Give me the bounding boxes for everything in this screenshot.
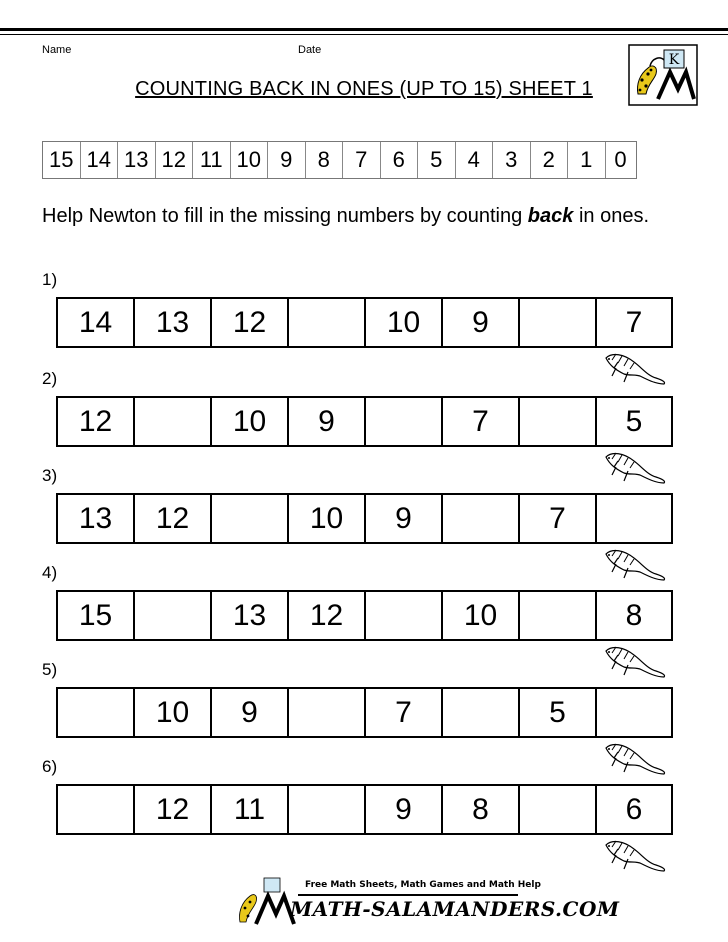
- blank-answer-cell[interactable]: [443, 495, 520, 542]
- number-cell: 7: [625, 305, 643, 339]
- number-line-cell: 15: [43, 142, 81, 178]
- number-cell: 13: [135, 299, 212, 346]
- number-cell: 7: [443, 398, 520, 445]
- number-cell: 7: [520, 495, 597, 542]
- newton-lizard-icon: [604, 449, 666, 487]
- blank-answer-cell[interactable]: [520, 786, 597, 833]
- blank-answer-cell[interactable]: [58, 689, 135, 736]
- number-cell: 10: [289, 495, 366, 542]
- number-line-cell: 14: [81, 142, 119, 178]
- number-line-cell: 6: [381, 142, 419, 178]
- number-cell: 12: [289, 592, 366, 639]
- blank-answer-cell[interactable]: [289, 299, 366, 346]
- blank-answer-cell[interactable]: [58, 786, 135, 833]
- number-line-cell: 5: [418, 142, 456, 178]
- number-line-cell: 7: [343, 142, 381, 178]
- blank-answer-cell[interactable]: [289, 689, 366, 736]
- date-label: Date: [298, 44, 322, 56]
- blank-answer-cell[interactable]: [597, 495, 671, 542]
- worksheet-title: COUNTING BACK IN ONES (UP TO 15) SHEET 1: [135, 78, 593, 100]
- number-cell: 15: [58, 592, 135, 639]
- number-line-cell: 0: [614, 147, 627, 172]
- number-line-cell: 12: [156, 142, 194, 178]
- problem-label: 3): [42, 466, 58, 485]
- number-cell: 10: [135, 689, 212, 736]
- number-cell: 12: [135, 495, 212, 542]
- problem-row: [56, 493, 673, 544]
- number-cell: 10: [366, 299, 443, 346]
- blank-answer-cell[interactable]: [520, 398, 597, 445]
- problem-row: [56, 687, 673, 738]
- number-line-cell: 4: [456, 142, 494, 178]
- logo-letter: K: [668, 52, 680, 68]
- blank-answer-cell[interactable]: [520, 592, 597, 639]
- top-rule-thin: [0, 34, 728, 35]
- blank-answer-cell[interactable]: [135, 398, 212, 445]
- footer-tagline: Free Math Sheets, Math Games and Math Help: [305, 880, 541, 890]
- problem-row: [56, 297, 673, 348]
- number-cell: 8: [443, 786, 520, 833]
- number-cell: 8: [625, 598, 643, 632]
- number-cell: 13: [212, 592, 289, 639]
- number-cell: 11: [212, 786, 289, 833]
- number-cell: 9: [443, 299, 520, 346]
- footer-rule: [298, 894, 518, 896]
- blank-answer-cell[interactable]: [366, 592, 443, 639]
- blank-answer-cell[interactable]: [366, 398, 443, 445]
- newton-lizard-icon: [604, 740, 666, 778]
- number-cell: 10: [212, 398, 289, 445]
- blank-answer-cell[interactable]: [597, 689, 671, 736]
- blank-answer-cell[interactable]: [443, 689, 520, 736]
- blank-answer-cell[interactable]: [135, 592, 212, 639]
- number-cell: 12: [58, 398, 135, 445]
- number-cell: 9: [366, 495, 443, 542]
- number-line-cell: 11: [193, 142, 231, 178]
- number-cell: 10: [443, 592, 520, 639]
- footer-salamander-logo-icon: [236, 876, 298, 926]
- instructions-emphasis: back: [527, 205, 574, 227]
- problem-row: [56, 590, 673, 641]
- newton-lizard-icon: [604, 546, 666, 584]
- number-cell: 5: [520, 689, 597, 736]
- instructions: [42, 198, 682, 234]
- number-line: [42, 141, 637, 179]
- number-cell: 9: [289, 398, 366, 445]
- number-cell: 12: [135, 786, 212, 833]
- problem-label: 1): [42, 270, 58, 289]
- name-label: Name: [42, 44, 72, 56]
- number-cell: 12: [212, 299, 289, 346]
- blank-answer-cell[interactable]: [212, 495, 289, 542]
- number-cell: 5: [625, 404, 643, 438]
- number-cell: 6: [625, 792, 643, 826]
- top-rule: [0, 28, 728, 31]
- newton-lizard-icon: [604, 350, 666, 388]
- number-cell: 9: [366, 786, 443, 833]
- number-line-cell: 13: [118, 142, 156, 178]
- problem-label: 4): [42, 563, 58, 582]
- blank-answer-cell[interactable]: [520, 299, 597, 346]
- problem-label: 5): [42, 660, 58, 679]
- number-line-cell: 9: [268, 142, 306, 178]
- number-line-cell: 8: [306, 142, 344, 178]
- number-cell: 13: [58, 495, 135, 542]
- footer-site-name: MATH-SALAMANDERS.COM: [290, 897, 620, 921]
- number-line-cell: 2: [531, 142, 569, 178]
- newton-lizard-icon: [604, 643, 666, 681]
- instructions-text: Help Newton to fill in the missing numbers by counting: [42, 205, 528, 227]
- number-line-cell: 10: [231, 142, 269, 178]
- number-cell: 14: [58, 299, 135, 346]
- number-line-cell: 1: [568, 142, 606, 178]
- salamander-logo-icon: [628, 44, 698, 106]
- problem-label: 6): [42, 757, 58, 776]
- problem-row: [56, 784, 673, 835]
- number-cell: 9: [212, 689, 289, 736]
- blank-answer-cell[interactable]: [289, 786, 366, 833]
- number-cell: 7: [366, 689, 443, 736]
- newton-lizard-icon: [604, 837, 666, 875]
- number-line-cell: 3: [493, 142, 531, 178]
- problem-row: [56, 396, 673, 447]
- problem-label: 2): [42, 369, 58, 388]
- instructions-text-end: in ones.: [573, 205, 649, 227]
